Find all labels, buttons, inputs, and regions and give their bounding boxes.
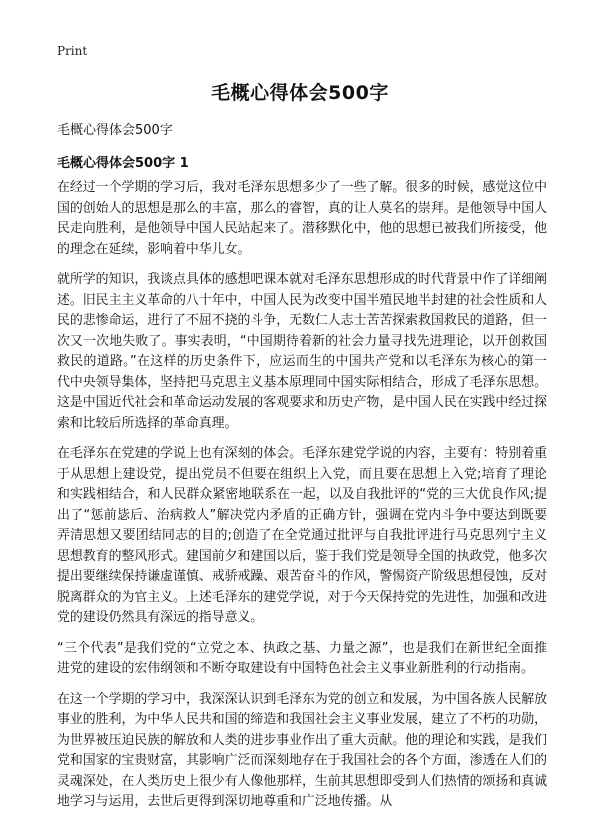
paragraph-3: 在毛泽东在党建的学说上也有深刻的体会。毛泽东建党学说的内容，主要有：特别着重于从思想上建设党，提出党员不但要在组织上入党，而且要在思想上入党;培育了理论和实践相结合，和人民群众紧密地联系在一起，以及自我批评的“党的三大优良作风;提出了“惩前毖后、治病救人”解决党内矛盾的正确方针，强调在党内斗争中要达到既要弄清思想又要团结同志的目的;创造了在全党通过批评与自我批评进行马克思列宁主义思想教育的整风形式。建国前夕和建国以后，鉴于我们党是领导全国的执政党，他多次提出要继续保持谦虚谨慎、戒骄戒躁、艰苦奋斗的作风，警惕资产阶级思想侵蚀，反对脱离群众的为官主义。上述毛泽东的建党学说，对于今天保持党的先进性，加强和改进党的建设仍然具有深远的指导意义。 [57,446,547,625]
paragraph-2: 就所学的知识，我谈点具体的感想吧课本就对毛泽东思想形成的时代背景中作了详细阐述。旧民主主义革命的八十年中，中国人民为改变中国半殖民地半封建的社会性质和人民的悲惨命运，进行了不屈不挠的斗争，无数仁人志士苦苦探索救国救民的道路，但一次又一次地失败了。事实表明，“中国期待着新的社会力量寻找先进理论，以开创救国救民的道路。”在这样的历史条件下，应运而生的中国共产党和以毛泽东为核心的第一代中央领导集体，坚持把马克思主义基本原理同中国实际相结合，形成了毛泽东思想。这是中国近代社会和革命运动发展的客观要求和历史产物，是中国人民在实践中经过探索和比较后所选择的革命真理。 [57,272,547,431]
document-title: 毛概心得体会500字 [211,82,389,104]
print-link[interactable]: Print [57,44,88,58]
document-subtitle: 毛概心得体会500字 [57,123,173,138]
paragraph-4: “三个代表”是我们党的“立党之本、执政之基、力量之源”，也是我们在新世纪全面推进党的建设的宏伟纲领和不断夺取建设有中国特色社会主义事业新胜利的行动指南。 [57,640,547,676]
body-text [57,178,547,823]
section-heading: 毛概心得体会500字 1 [57,156,189,171]
paragraph-5: 在这一个学期的学习中，我深深认识到毛泽东为党的创立和发展，为中国各族人民解放事业的胜利，为中华人民共和国的缔造和我国社会主义事业发展，建立了不朽的功勋，为世界被压迫民族的解放和人类的进步事业作出了重大贡献。他的理论和实践，是我们党和国家的宝贵财富，其影响广泛而深刻地存在于我国社会的各个方面，渗透在人们的灵魂深处，在人类历史上很少有人像他那样，生前其思想即受到人们热情的颂扬和真诚地学习与运用，去世后更得到深切地尊重和广泛地传播。从 [57,691,547,809]
paragraph-1: 在经过一个学期的学习后，我对毛泽东思想多少了一些了解。很多的时候，感觉这位中国的创始人的思想是那么的丰富，那么的睿智，真的让人莫名的崇拜。是他领导中国人民走向胜利，是他领导中国人民站起来了。潜移默化中，他的思想已被我们所接受，他的理念在延续，影响着中华儿女。 [57,180,547,257]
